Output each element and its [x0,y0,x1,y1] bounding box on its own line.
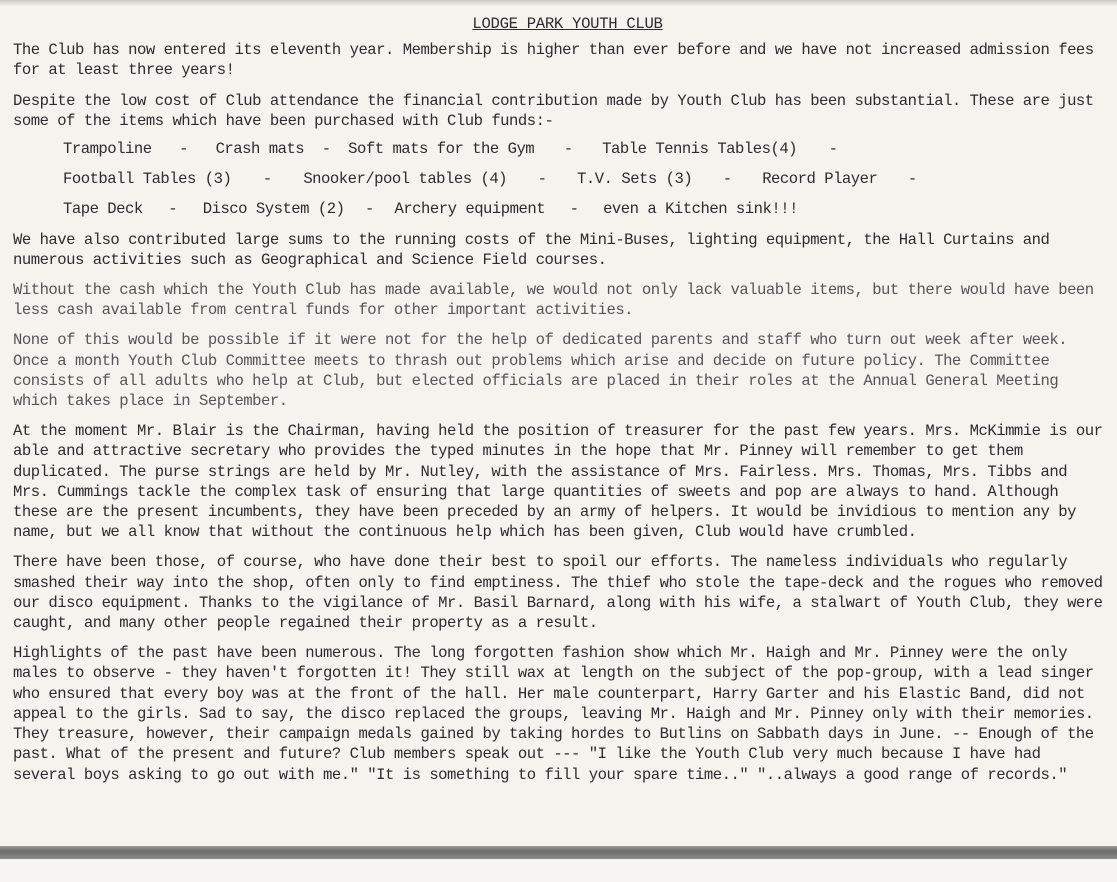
list-item: Snooker/pool tables (4) [303,170,508,189]
list-item: Football Tables (3) [63,170,232,189]
items-row-1 [63,139,1108,159]
paragraph-eleventh-year: The Club has now entered its eleventh year. Membership is higher than ever before and we have not increased admission fees for at least three years! [13,41,1094,80]
list-item: Disco System (2) [202,200,345,219]
item-separator: - [365,200,374,219]
item-separator: - [907,170,917,189]
item-separator: - [569,200,579,219]
list-item: Tape Deck [63,200,143,219]
paragraph-running-costs: We have also contributed large sums to the running costs of the Mini-Buses, lighting equipment, the Hall Curtains and numerous activities such as Geographical and Science Field courses. [13,230,1050,269]
list-item: Crash mats [215,140,305,159]
paragraph-committee: None of this would be possible if it were not for the help of dedicated parents and staff who turn out week after week. Once a month Youth Club Committee meets to thrash out problems which arise and decide on future policy. The Committee consists of all adults who help at Club, but elected officials are placed in their roles at the Annual General Meeting which takes place in September. [13,331,1068,411]
paragraph-without-cash: Without the cash which the Youth Club has made available, we would not only lack valuable items, but there would have been less cash available from central funds for other important activities. [13,281,1094,320]
list-item: even a Kitchen sink!!! [603,200,798,219]
list-item: Trampoline [63,140,152,159]
scan-margin [0,859,1117,882]
page-bottom-edge [0,846,1117,859]
item-separator: - [179,140,188,159]
item-separator: - [321,140,331,159]
item-separator: - [828,140,838,159]
items-row-3 [63,199,1108,219]
page-top-edge [0,0,1117,6]
item-separator: - [722,170,732,189]
list-item: T.V. Sets (3) [577,170,693,189]
paragraph-spoilers: There have been those, of course, who have done their best to spoil our efforts. The nameless individuals who regularly smashed their way into the shop, often only to find emptiness. The thief who stole the tape-deck and the rogues who removed our disco equipment. Thanks to the vigilance of Mr. Basil Barnard, along with his wife, a stalwart of Youth Club, they were caught, and many other people regained their property as a result. [13,553,1103,633]
list-item: Record Player [762,170,878,189]
purchased-items-list [63,139,1108,220]
list-item: Archery equipment [394,200,546,219]
item-separator: - [262,170,272,189]
item-separator: - [563,140,573,159]
item-separator: - [537,170,547,189]
document-title: LODGE PARK YOUTH CLUB [472,15,663,33]
document-body [13,14,1108,795]
paragraph-officials: At the moment Mr. Blair is the Chairman, having held the position of treasurer for the past few years. Mrs. McKimmie is our able and attractive secretary who provides the typed minutes in the hope that Mr. Pinney will remember to get them duplicated. The purse strings are held by Mr. Nutley, with the assistance of Mrs. Fairless. Mrs. Thomas, Mrs. Tibbs and Mrs. Cummings tackle the complex task of ensuring that large quantities of sweets and pop are always to hand. Although these are the present incumbents, they have been preceded by an army of helpers. It would be invidious to mention any by name, but we all know that without the continuous help which has been given, Club would have crumbled. [13,422,1103,542]
item-separator: - [168,200,178,219]
items-row-2 [63,169,1108,189]
list-item: Soft mats for the Gym [348,140,535,159]
paragraph-highlights: Highlights of the past have been numerous. The long forgotten fashion show which Mr. Haigh and Mr. Pinney were the only males to observe - they haven't forgotten it! They still wax at length on the subject of the pop-group, with a lead singer who ensured that every boy was at the front of the hall. Her male counterpart, Harry Garter and his Elastic Band, did not appeal to the girls. Sad to say, the disco replaced the groups, leaving Mr. Haigh and Mr. Pinney only with their memories. They treasure, however, their campaign medals gained by taking hordes to Butlins on Sabbath days in June. -- Enough of the past. What of the present and future? Club members speak out --- "I like the Youth Club very much because I have had several boys asking to go out with me." "It is something to fill your spare time.." "..always a good range of records." [13,644,1094,784]
paragraph-financial-contribution: Despite the low cost of Club attendance the financial contribution made by Youth Club has been substantial. These are just some of the items which have been purchased with Club funds:- [13,91,1094,130]
list-item: Table Tennis Tables(4) [602,140,798,159]
